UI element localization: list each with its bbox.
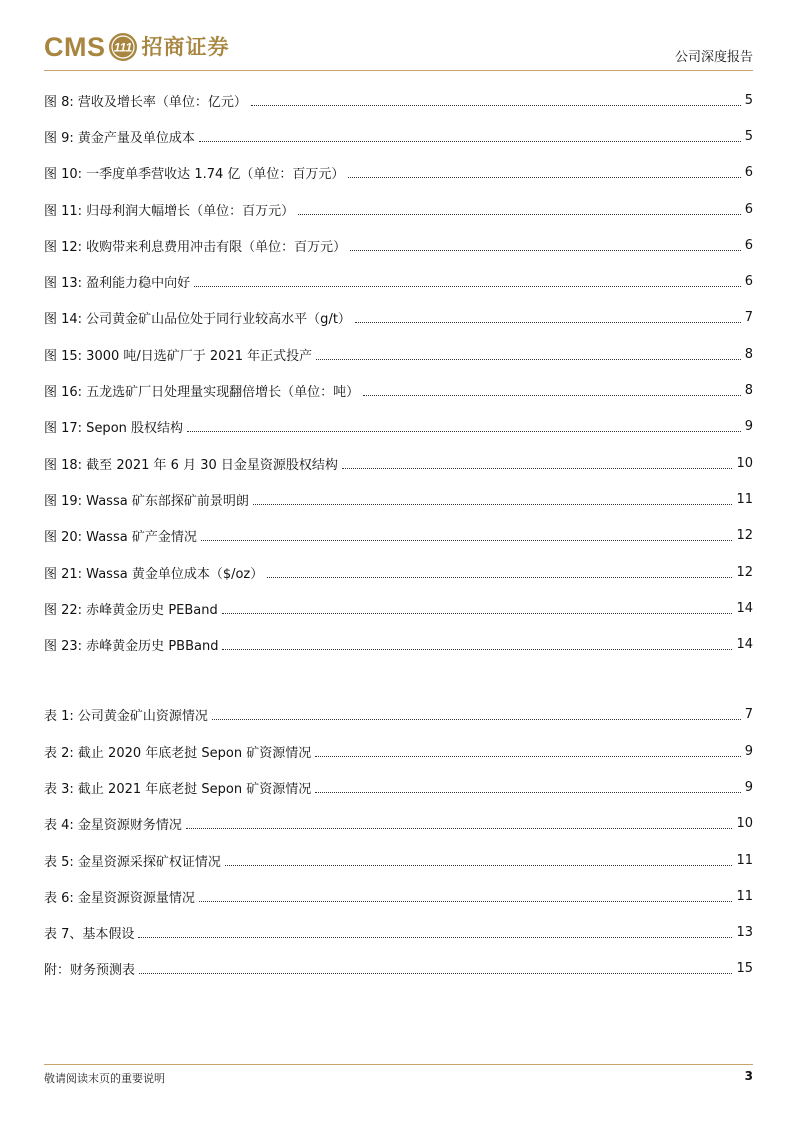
toc-entry-page: 8 — [744, 346, 753, 362]
toc-entry-label: 表 7、基本假设 — [44, 927, 135, 943]
toc-entry-label: 图 15: 3000 吨/日选矿厂于 2021 年正式投产 — [44, 348, 313, 364]
figure-toc-entry[interactable] — [44, 263, 753, 299]
toc-entry-label: 图 17: Sepon 股权结构 — [44, 421, 184, 437]
dot-leader — [363, 395, 741, 396]
report-type: 公司深度报告 — [674, 50, 753, 65]
table-toc-entry[interactable] — [44, 951, 753, 987]
toc-entry-label: 图 22: 赤峰黄金历史 PEBand — [44, 602, 218, 618]
section-gap — [44, 663, 753, 697]
toc-entry-page: 12 — [736, 564, 753, 580]
toc-entry-label: 图 20: Wassa 矿产金情况 — [44, 530, 197, 546]
toc-entry-page: 10 — [736, 455, 753, 471]
toc-entry-page: 10 — [736, 816, 753, 832]
header-divider — [44, 70, 753, 71]
figure-toc-entry[interactable] — [44, 191, 753, 227]
cms-logo — [44, 30, 230, 64]
toc-entry-label: 图 11: 归母利润大幅增长（单位：百万元） — [44, 203, 295, 219]
footer-disclaimer: 敬请阅读末页的重要说明 — [44, 1072, 165, 1085]
dot-leader — [199, 141, 741, 142]
toc-entry-label: 表 6: 金星资源资源量情况 — [44, 890, 195, 906]
toc-entry-page: 9 — [744, 779, 753, 795]
figure-toc-entry[interactable] — [44, 409, 753, 445]
toc-entry-page: 13 — [736, 925, 753, 941]
toc-entry-label: 图 9: 黄金产量及单位成本 — [44, 130, 195, 146]
toc-entry-page: 6 — [744, 274, 753, 290]
dot-leader — [225, 865, 733, 866]
figure-toc-entry[interactable] — [44, 372, 753, 408]
emblem-text: 111 — [113, 40, 132, 55]
figure-toc-entry[interactable] — [44, 300, 753, 336]
dot-leader — [316, 359, 741, 360]
dot-leader — [315, 792, 740, 793]
toc-entry-label: 图 19: Wassa 矿东部探矿前景明朗 — [44, 493, 249, 509]
toc-entry-page: 15 — [736, 961, 753, 977]
dot-leader — [139, 973, 732, 974]
dot-leader — [267, 577, 732, 578]
toc-entry-page: 14 — [736, 637, 753, 653]
toc-entry-label: 图 18: 截至 2021 年 6 月 30 日金星资源股权结构 — [44, 457, 338, 473]
dot-leader — [298, 214, 741, 215]
dot-leader — [138, 937, 732, 938]
figure-index — [44, 82, 753, 663]
table-of-contents — [44, 82, 753, 987]
dot-leader — [222, 649, 732, 650]
dot-leader — [350, 250, 741, 251]
figure-toc-entry[interactable] — [44, 82, 753, 118]
figure-toc-entry[interactable] — [44, 155, 753, 191]
dot-leader — [186, 828, 733, 829]
toc-entry-page: 9 — [744, 743, 753, 759]
table-toc-entry[interactable] — [44, 806, 753, 842]
dot-leader — [199, 901, 733, 902]
toc-entry-label: 图 12: 收购带来利息费用冲击有限（单位：百万元） — [44, 239, 347, 255]
toc-entry-page: 5 — [744, 92, 753, 108]
table-toc-entry[interactable] — [44, 733, 753, 769]
toc-entry-page: 6 — [744, 201, 753, 217]
toc-entry-page: 14 — [736, 600, 753, 616]
toc-entry-label: 图 13: 盈利能力稳中向好 — [44, 276, 191, 292]
cms-emblem-icon — [108, 32, 138, 62]
dot-leader — [212, 719, 741, 720]
figure-toc-entry[interactable] — [44, 590, 753, 626]
dot-leader — [251, 105, 741, 106]
figure-toc-entry[interactable] — [44, 626, 753, 662]
toc-entry-label: 图 16: 五龙选矿厂日处理量实现翻倍增长（单位：吨） — [44, 385, 360, 401]
dot-leader — [253, 504, 733, 505]
toc-entry-page: 7 — [744, 310, 753, 326]
figure-toc-entry[interactable] — [44, 481, 753, 517]
toc-entry-page: 12 — [736, 528, 753, 544]
figure-toc-entry[interactable] — [44, 227, 753, 263]
dot-leader — [194, 286, 741, 287]
toc-entry-label: 图 21: Wassa 黄金单位成本（$/oz） — [44, 566, 264, 582]
toc-entry-label: 表 1: 公司黄金矿山资源情况 — [44, 709, 208, 725]
dot-leader — [315, 756, 740, 757]
toc-entry-label: 图 14: 公司黄金矿山品位处于同行业较高水平（g/t） — [44, 312, 351, 328]
toc-entry-page: 6 — [744, 237, 753, 253]
toc-entry-label: 表 5: 金星资源采探矿权证情况 — [44, 854, 221, 870]
table-toc-entry[interactable] — [44, 842, 753, 878]
toc-entry-label: 表 4: 金星资源财务情况 — [44, 818, 182, 834]
dot-leader — [201, 540, 733, 541]
toc-entry-page: 11 — [736, 491, 753, 507]
figure-toc-entry[interactable] — [44, 118, 753, 154]
table-toc-entry[interactable] — [44, 915, 753, 951]
table-index — [44, 697, 753, 987]
figure-toc-entry[interactable] — [44, 445, 753, 481]
toc-entry-label: 附：财务预测表 — [44, 963, 136, 979]
toc-entry-page: 11 — [736, 852, 753, 868]
toc-entry-label: 图 10: 一季度单季营收达 1.74 亿（单位：百万元） — [44, 167, 345, 183]
table-toc-entry[interactable] — [44, 697, 753, 733]
table-toc-entry[interactable] — [44, 769, 753, 805]
toc-entry-label: 表 2: 截止 2020 年底老挝 Sepon 矿资源情况 — [44, 745, 312, 761]
dot-leader — [187, 431, 741, 432]
dot-leader — [342, 468, 733, 469]
figure-toc-entry[interactable] — [44, 554, 753, 590]
toc-entry-page: 7 — [744, 707, 753, 723]
figure-toc-entry[interactable] — [44, 336, 753, 372]
toc-entry-label: 图 23: 赤峰黄金历史 PBBand — [44, 639, 219, 655]
dot-leader — [355, 322, 741, 323]
toc-entry-label: 表 3: 截止 2021 年底老挝 Sepon 矿资源情况 — [44, 781, 312, 797]
table-toc-entry[interactable] — [44, 878, 753, 914]
figure-toc-entry[interactable] — [44, 518, 753, 554]
page-header — [44, 24, 753, 72]
toc-entry-page: 8 — [744, 383, 753, 399]
logo-text: CMS — [44, 32, 106, 62]
toc-entry-page: 6 — [744, 165, 753, 181]
toc-entry-page: 9 — [744, 419, 753, 435]
toc-entry-page: 11 — [736, 888, 753, 904]
dot-leader — [348, 177, 740, 178]
toc-entry-page: 5 — [744, 128, 753, 144]
dot-leader — [222, 613, 733, 614]
logo-chinese-name: 招商证券 — [141, 34, 230, 59]
footer-divider — [44, 1064, 753, 1065]
page-number: 3 — [744, 1069, 753, 1083]
toc-entry-label: 图 8: 营收及增长率（单位：亿元） — [44, 94, 247, 110]
